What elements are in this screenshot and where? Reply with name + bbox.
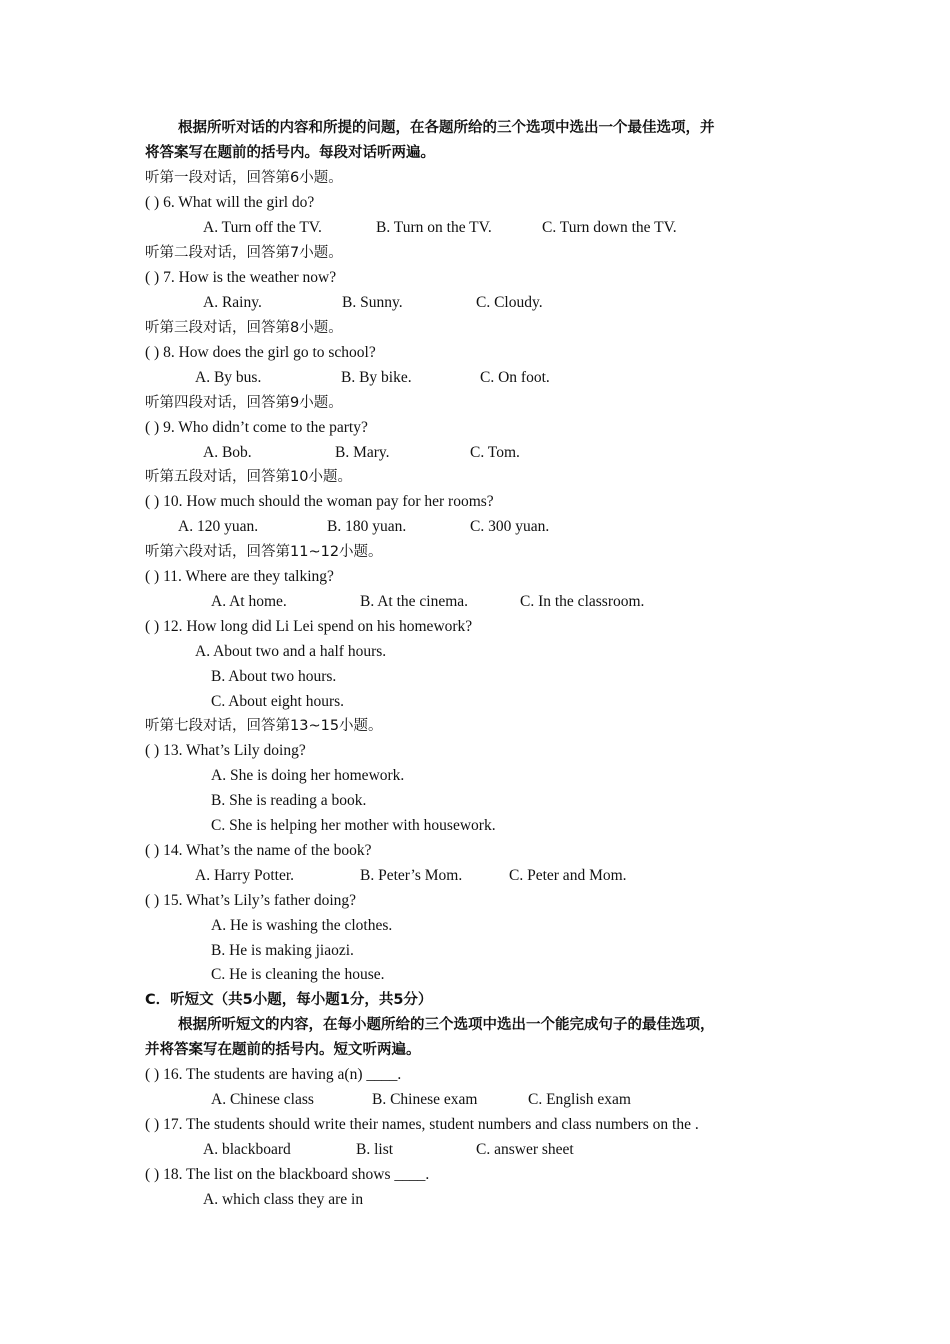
option-c: C. She is helping her mother with housework.	[211, 817, 496, 834]
option-b: B. By bike.	[341, 369, 412, 386]
question-17: ( ) 17. The students should write their names, student numbers and class numbers on the .	[145, 1116, 699, 1133]
question-12: ( ) 12. How long did Li Lei spend on his homework?	[145, 618, 473, 635]
option-c: C. Cloudy.	[476, 294, 543, 311]
option-b: B. Sunny.	[342, 294, 403, 311]
question-16: ( ) 16. The students are having a(n) ____.	[145, 1066, 402, 1083]
option-c: C. He is cleaning the house.	[211, 966, 385, 983]
option-c: C. About eight hours.	[211, 693, 345, 710]
option-a: A. which class they are in	[203, 1191, 364, 1208]
option-c: C. On foot.	[480, 369, 550, 386]
option-a: A. Bob.	[203, 444, 252, 461]
dialogue-intro: 听第七段对话，回答第13~15小题。	[145, 718, 383, 734]
dialogue-intro: 听第六段对话，回答第11~12小题。	[145, 544, 383, 560]
option-c: C. Peter and Mom.	[509, 867, 627, 884]
option-a: A. He is washing the clothes.	[211, 917, 393, 934]
dialogue-intro: 听第五段对话，回答第10小题。	[145, 469, 352, 485]
option-c: C. answer sheet	[476, 1141, 574, 1158]
option-c: C. Tom.	[470, 444, 520, 461]
option-b: B. Peter’s Mom.	[360, 867, 463, 884]
question-6: ( ) 6. What will the girl do?	[145, 194, 315, 211]
dialogue-intro: 听第三段对话，回答第8小题。	[145, 320, 343, 336]
option-a: A. Harry Potter.	[195, 867, 295, 884]
dialogue-intro: 听第二段对话，回答第7小题。	[145, 245, 343, 261]
question-13: ( ) 13. What’s Lily doing?	[145, 742, 306, 759]
option-a: A. 120 yuan.	[178, 518, 259, 535]
option-a: A. At home.	[211, 593, 287, 610]
option-b: B. He is making jiaozi.	[211, 942, 354, 959]
question-8: ( ) 8. How does the girl go to school?	[145, 344, 376, 361]
option-a: A. blackboard	[203, 1141, 291, 1158]
option-a: A. Turn off the TV.	[203, 219, 322, 236]
section-c-instruction-line-1: 根据所听短文的内容，在每小题所给的三个选项中选出一个能完成句子的最佳选项，	[178, 1017, 715, 1033]
option-a: A. By bus.	[195, 369, 262, 386]
question-15: ( ) 15. What’s Lily’s father doing?	[145, 892, 357, 909]
question-18: ( ) 18. The list on the blackboard shows ____.	[145, 1166, 430, 1183]
option-b: B. She is reading a book.	[211, 792, 367, 809]
dialogue-intro: 听第四段对话，回答第9小题。	[145, 395, 343, 411]
option-b: B. 180 yuan.	[327, 518, 407, 535]
question-7: ( ) 7. How is the weather now?	[145, 269, 337, 286]
option-a: A. Rainy.	[203, 294, 262, 311]
option-b: B. Mary.	[335, 444, 390, 461]
question-11: ( ) 11. Where are they talking?	[145, 568, 334, 585]
option-a: A. About two and a half hours.	[195, 643, 387, 660]
section-b-instruction-line-2: 将答案写在题前的括号内。每段对话听两遍。	[145, 145, 435, 161]
option-b: B. Chinese exam	[372, 1091, 478, 1108]
option-a: A. Chinese class	[211, 1091, 314, 1108]
question-10: ( ) 10. How much should the woman pay for her rooms?	[145, 493, 494, 510]
option-b: B. At the cinema.	[360, 593, 469, 610]
option-b: B. list	[356, 1141, 394, 1158]
section-c-heading: C．听短文（共5小题，每小题1分，共5分）	[145, 992, 433, 1008]
question-9: ( ) 9. Who didn’t come to the party?	[145, 419, 368, 436]
dialogue-intro: 听第一段对话，回答第6小题。	[145, 170, 343, 186]
option-c: C. 300 yuan.	[470, 518, 550, 535]
option-c: C. English exam	[528, 1091, 631, 1108]
question-14: ( ) 14. What’s the name of the book?	[145, 842, 372, 859]
section-b-instruction-line-1: 根据所听对话的内容和所提的问题，在各题所给的三个选项中选出一个最佳选项，并	[178, 120, 715, 136]
option-c: C. Turn down the TV.	[542, 219, 677, 236]
option-b: B. Turn on the TV.	[376, 219, 492, 236]
section-c-instruction-line-2: 并将答案写在题前的括号内。短文听两遍。	[145, 1042, 421, 1058]
option-a: A. She is doing her homework.	[211, 767, 405, 784]
option-c: C. In the classroom.	[520, 593, 645, 610]
option-b: B. About two hours.	[211, 668, 337, 685]
